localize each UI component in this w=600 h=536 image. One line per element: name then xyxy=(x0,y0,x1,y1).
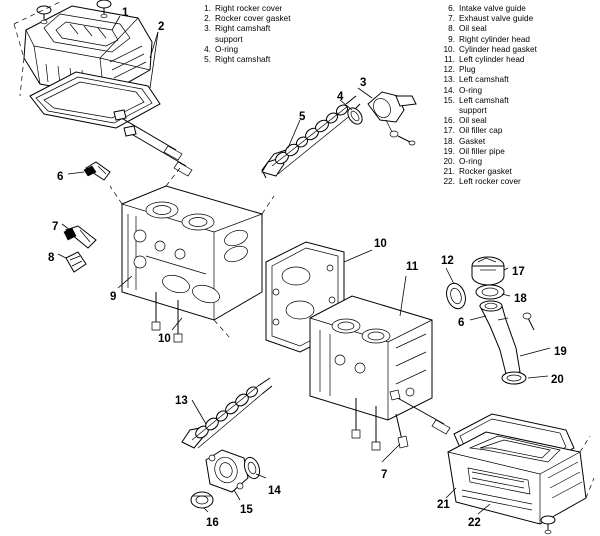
legend-column-right xyxy=(440,4,598,239)
legend-number: 13. xyxy=(443,75,455,85)
left-oil-seal xyxy=(191,492,213,508)
legend-item xyxy=(440,55,598,65)
legend-text: Intake valve guide xyxy=(459,4,526,13)
legend-text: Rocker cover gasket xyxy=(215,14,291,24)
valve-parts-left xyxy=(58,162,110,272)
left-camshaft xyxy=(182,378,272,448)
callout-number: 14 xyxy=(268,485,281,497)
callout-number: 7 xyxy=(381,469,388,481)
legend-number: 14. xyxy=(443,85,455,95)
legend-item xyxy=(440,198,598,208)
legend-item xyxy=(440,208,598,218)
legend-number: 17. xyxy=(443,126,455,136)
legend-item xyxy=(440,75,598,85)
legend-text: O-ring xyxy=(459,85,483,95)
legend-number: 16. xyxy=(443,116,455,126)
callout-number: 8 xyxy=(48,252,55,264)
callout-number: 21 xyxy=(437,499,450,511)
legend-text: Left rocker cover xyxy=(459,177,521,187)
pipe-bolt xyxy=(523,313,534,330)
legend-text-continued: support xyxy=(215,34,243,44)
left-camshaft-support xyxy=(206,450,248,492)
callout-number: 22 xyxy=(468,517,481,529)
callout-number: 1 xyxy=(122,7,129,19)
legend-text: Rocker gasket xyxy=(459,167,512,177)
legend-text: Oil filler cap xyxy=(459,126,503,136)
legend-number: 12. xyxy=(443,65,455,75)
right-camshaft-support xyxy=(368,92,416,145)
legend-item xyxy=(440,35,598,45)
right-camshaft xyxy=(262,96,360,178)
legend-text: O-ring xyxy=(459,157,483,167)
callout-number: 11 xyxy=(406,261,419,273)
oil-filler-o-ring xyxy=(502,372,526,384)
legend-item xyxy=(440,167,598,177)
legend-text: Right rocker cover xyxy=(215,4,283,13)
callout-number: 4 xyxy=(337,91,344,103)
legend-text: Right camshaft xyxy=(215,55,271,65)
legend-item xyxy=(440,177,598,187)
legend-text: Cylinder head gasket xyxy=(459,44,537,54)
legend-text: Right camshaft xyxy=(215,24,271,34)
intake-valve-guide xyxy=(84,162,110,180)
legend-number: 22. xyxy=(443,177,455,187)
callout-number: 3 xyxy=(360,77,367,89)
callout-number: 6 xyxy=(57,171,64,183)
legend-text: Right cylinder head xyxy=(459,34,531,44)
legend-item xyxy=(440,116,598,126)
legend-number: 10. xyxy=(443,44,455,54)
plug xyxy=(443,268,468,311)
oil-filler-group xyxy=(470,257,550,384)
legend-text: Left camshaft xyxy=(459,95,509,105)
oil-filler-gasket xyxy=(476,285,504,299)
callout-number: 10 xyxy=(158,333,171,345)
legend-number: 15. xyxy=(443,95,455,105)
legend-item xyxy=(440,45,598,55)
callout-number: 7 xyxy=(52,221,59,233)
callout-number: 6 xyxy=(458,317,465,329)
legend-text: Plug xyxy=(459,65,476,75)
callout-number: 17 xyxy=(512,266,525,278)
legend-text: Left cylinder head xyxy=(459,55,525,65)
legend-item xyxy=(440,157,598,167)
legend-number: 6. xyxy=(448,4,455,13)
legend-number: 8. xyxy=(448,24,455,34)
callout-number: 5 xyxy=(299,111,306,123)
legend-text: Oil seal xyxy=(459,116,487,126)
legend-number: 2. xyxy=(204,14,211,24)
legend-item xyxy=(440,14,598,24)
callout-number: 18 xyxy=(514,293,527,305)
legend-item xyxy=(196,45,346,55)
legend-item xyxy=(440,147,598,157)
left-camshaft-support-group xyxy=(191,450,266,512)
oil-filler-cap xyxy=(472,257,504,285)
legend-item xyxy=(440,137,598,147)
legend-item xyxy=(196,14,346,24)
legend-text: Exhaust valve guide xyxy=(459,14,534,24)
legend-item xyxy=(440,126,598,136)
callout-number: 10 xyxy=(374,238,387,250)
right-cylinder-head xyxy=(110,168,274,342)
legend-item xyxy=(440,4,598,14)
callout-number: 13 xyxy=(175,395,188,407)
legend-number: 1. xyxy=(204,4,211,13)
legend-item xyxy=(440,218,598,228)
legend-column-left xyxy=(196,4,346,65)
callout-number: 19 xyxy=(554,346,567,358)
legend-number: 9. xyxy=(448,34,455,44)
legend-number: 20. xyxy=(443,157,455,167)
legend-number: 21. xyxy=(443,167,455,177)
legend-text: Gasket xyxy=(459,136,486,146)
legend-text: Oil filler pipe xyxy=(459,146,505,156)
oil-filler-pipe xyxy=(480,301,520,374)
callout-number: 12 xyxy=(441,255,454,267)
legend-number: 11. xyxy=(444,55,455,65)
legend-number: 7. xyxy=(448,14,455,24)
callout-number: 15 xyxy=(240,504,253,516)
callout-number: 9 xyxy=(110,291,117,303)
callout-number: 2 xyxy=(158,21,165,33)
callout-number: 16 xyxy=(206,517,219,529)
legend-number: 19. xyxy=(443,146,455,156)
legend-number: 18. xyxy=(443,136,455,146)
legend-item xyxy=(196,4,346,14)
legend-item xyxy=(440,86,598,96)
right-rocker-cover-group xyxy=(14,0,160,128)
legend-text-continued: support xyxy=(459,106,487,116)
legend-item xyxy=(440,228,598,238)
legend-item xyxy=(440,24,598,34)
legend-text: O-ring xyxy=(215,44,239,54)
oil-seal xyxy=(66,252,86,272)
legend-number: 5. xyxy=(204,55,211,65)
legend-number: 4. xyxy=(204,44,211,54)
legend-number: 3. xyxy=(204,24,211,34)
legend-item xyxy=(440,96,598,106)
legend-item xyxy=(440,188,598,198)
cover-bolt xyxy=(541,516,555,534)
legend-item xyxy=(196,24,346,34)
left-rocker-cover-group xyxy=(446,414,594,534)
legend-item xyxy=(440,65,598,75)
legend-item xyxy=(196,55,346,65)
legend-text: Oil seal xyxy=(459,24,487,34)
legend-text: Left camshaft xyxy=(459,75,509,85)
callout-number: 20 xyxy=(551,374,564,386)
